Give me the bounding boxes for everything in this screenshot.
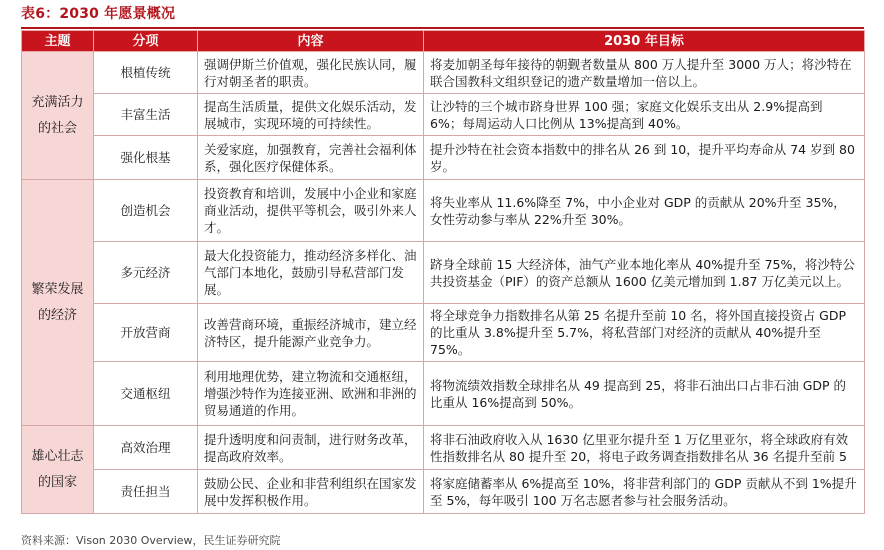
subitem-cell: 高效治理 xyxy=(94,426,198,470)
subitem-cell: 开放营商 xyxy=(94,304,198,362)
subitem-cell: 根植传统 xyxy=(94,52,198,94)
theme-label-line2: 的国家 xyxy=(37,474,77,490)
theme-cell xyxy=(22,426,94,514)
table-title: 表6：2030 年愿景概况 xyxy=(21,6,176,22)
target-cell: 将家庭储蓄率从 6%提高至 10%，将非营利部门的 GDP 贡献从不到 1%提升至 5%，每年吸引 100 万名志愿者参与社会服务活动。 xyxy=(424,470,865,514)
theme-label-line1: 雄心壮志 xyxy=(31,448,84,464)
target-cell: 将麦加朝圣每年接待的朝觐者数量从 800 万人提升至 3000 万人；将沙特在联合国教科文组织登记的遗产数量增加一倍以上。 xyxy=(424,52,865,94)
content-cell: 关爱家庭，加强教育，完善社会福利体系，强化医疗保健体系。 xyxy=(198,136,424,180)
target-cell: 将物流绩效指数全球排名从 49 提高到 25，将非石油出口占非石油 GDP 的比重从 16%提高到 50%。 xyxy=(424,362,865,426)
content-cell: 最大化投资能力，推动经济多样化、油气部门本地化，鼓励引导私营部门发展。 xyxy=(198,242,424,304)
subitem-cell: 责任担当 xyxy=(94,470,198,514)
table-row xyxy=(22,426,865,470)
theme-label-line2: 的社会 xyxy=(37,120,77,136)
content-cell: 投资教育和培训，发展中小企业和家庭商业活动，提供平等机会，吸引外来人才。 xyxy=(198,180,424,242)
header-row xyxy=(22,31,865,52)
table-row xyxy=(22,52,865,94)
content-cell: 提升透明度和问责制，进行财务改革，提高政府效率。 xyxy=(198,426,424,470)
target-cell: 跻身全球前 15 大经济体，油气产业本地化率从 40%提升至 75%，将沙特公共投资基金（PIF）的资产总额从 1600 亿美元增加到 1.87 万亿美元以上。 xyxy=(424,242,865,304)
target-cell: 将非石油政府收入从 1630 亿里亚尔提升至 1 万亿里亚尔，将全球政府有效性指数排名从 80 提升至 20，将电子政务调查指数排名从 36 名提升至前 5 xyxy=(424,426,865,470)
subitem-cell: 创造机会 xyxy=(94,180,198,242)
subitem-cell: 丰富生活 xyxy=(94,94,198,136)
target-cell: 将失业率从 11.6%降至 7%，中小企业对 GDP 的贡献从 20%升至 35%，女性劳动参与率从 22%升至 30%。 xyxy=(424,180,865,242)
theme-cell xyxy=(22,52,94,180)
content-cell: 强调伊斯兰价值观，强化民族认同，履行对朝圣者的职责。 xyxy=(198,52,424,94)
target-cell: 将全球竞争力指数排名从第 25 名提升至前 10 名，将外国直接投资占 GDP 的比重从 3.8%提升至 5.7%，将私营部门对经济的贡献从 40%提升至 75%。 xyxy=(424,304,865,362)
theme-label-line1: 繁荣发展 xyxy=(31,281,84,297)
content-cell: 改善营商环境，重振经济城市，建立经济特区，提升能源产业竞争力。 xyxy=(198,304,424,362)
target-cell: 让沙特的三个城市跻身世界 100 强；家庭文化娱乐支出从 2.9%提高到 6%；每周运动人口比例从 13%提高到 40%。 xyxy=(424,94,865,136)
content-cell: 提高生活质量，提供文化娱乐活动，发展城市，实现环境的可持续性。 xyxy=(198,94,424,136)
subitem-cell: 多元经济 xyxy=(94,242,198,304)
subitem-cell: 强化根基 xyxy=(94,136,198,180)
table-row xyxy=(22,242,865,304)
table-row xyxy=(22,304,865,362)
content-cell: 利用地理优势，建立物流和交通枢纽，增强沙特作为连接亚洲、欧洲和非洲的贸易通道的作用。 xyxy=(198,362,424,426)
header-theme: 主题 xyxy=(22,31,94,52)
header-subitem: 分项 xyxy=(94,31,198,52)
theme-cell xyxy=(22,180,94,426)
table-row xyxy=(22,136,865,180)
content-cell: 鼓励公民、企业和非营利组织在国家发展中发挥积极作用。 xyxy=(198,470,424,514)
theme-label-line1: 充满活力 xyxy=(31,94,84,110)
table-row xyxy=(22,470,865,514)
table-row xyxy=(22,362,865,426)
subitem-cell: 交通枢纽 xyxy=(94,362,198,426)
theme-label-line2: 的经济 xyxy=(37,307,77,323)
header-target: 2030 年目标 xyxy=(424,31,865,52)
target-cell: 提升沙特在社会资本指数中的排名从 26 到 10，提升平均寿命从 74 岁到 80 岁。 xyxy=(424,136,865,180)
title-divider xyxy=(21,27,864,29)
table-row xyxy=(22,180,865,242)
vision-2030-table xyxy=(21,30,865,514)
header-content: 内容 xyxy=(198,31,424,52)
source-note: 资料来源：Vison 2030 Overview，民生证券研究院 xyxy=(21,534,281,547)
table-row xyxy=(22,94,865,136)
